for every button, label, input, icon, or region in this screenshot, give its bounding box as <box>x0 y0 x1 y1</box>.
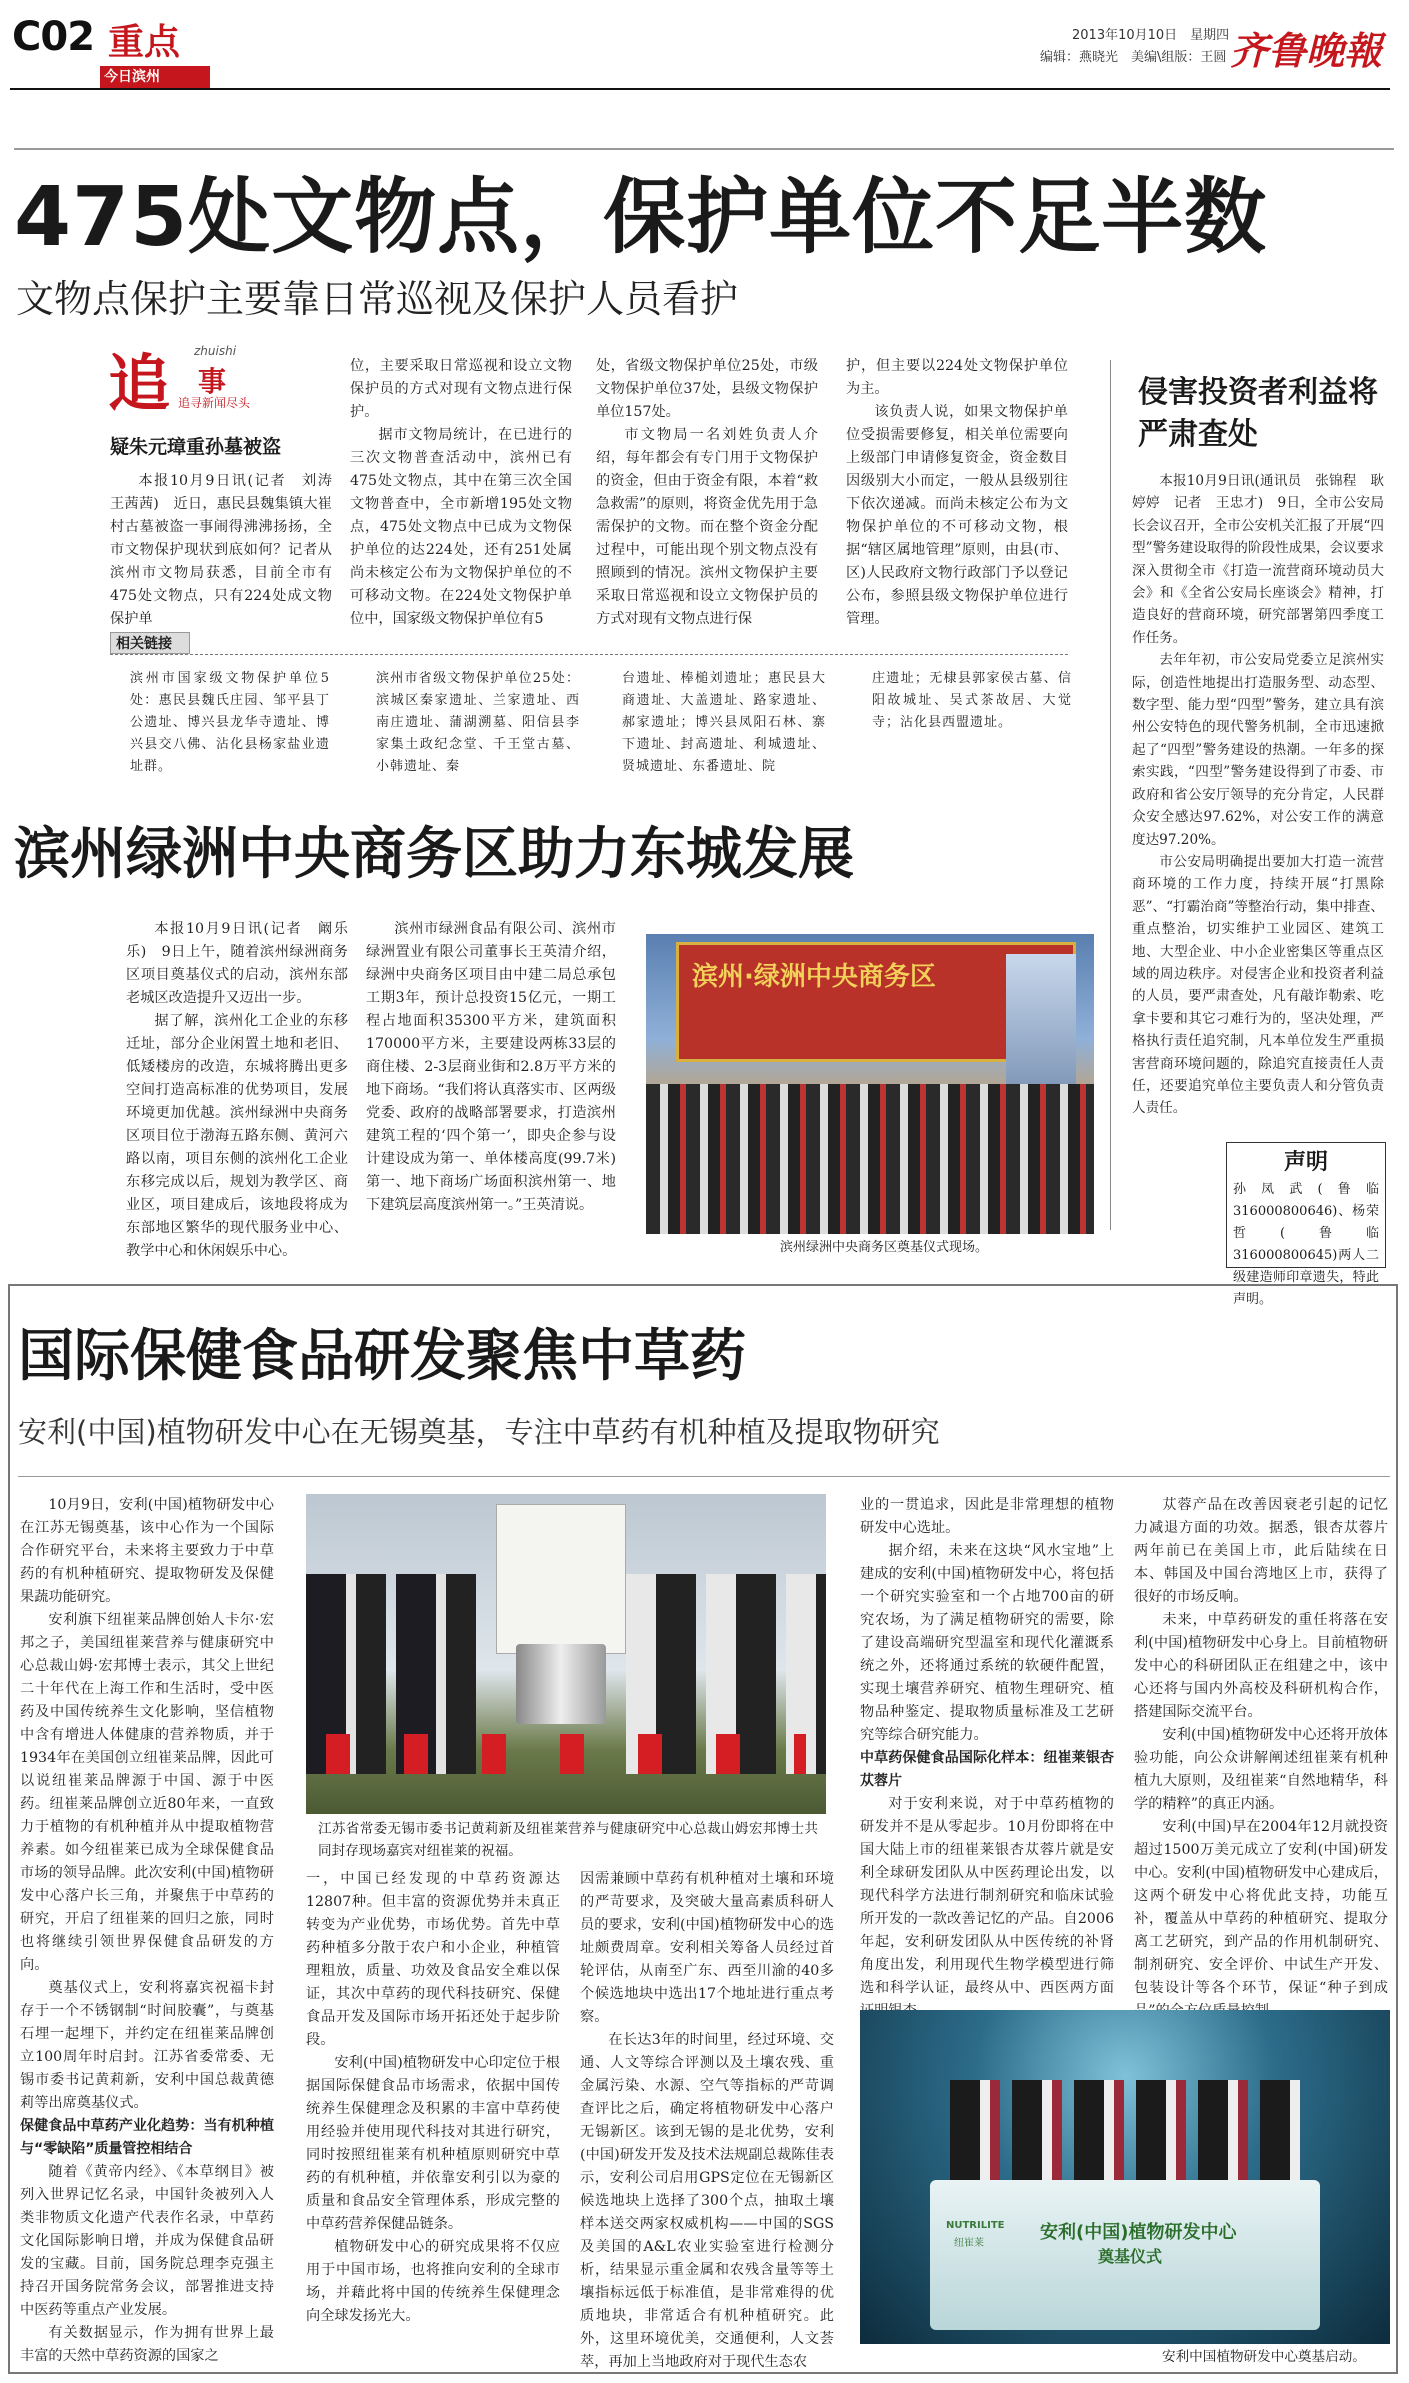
section-subhead: 中草药保健食品国际化样本：纽崔莱银杏苁蓉片 <box>860 1750 1114 1789</box>
notice-body: 孙凤武(鲁临316000800646)、杨荣哲(鲁临316000800645)两人二级建造师印章遗失，特此声明。 <box>1233 1182 1379 1307</box>
time-capsule-cylinder <box>516 1644 606 1724</box>
paragraph: 随着《黄帝内经》、《本草纲目》被列入世界记忆名录，中国针灸被列入人类非物质文化遗产代表作名录，中草药文化国际影响日增，并成为保健食品研发的宝藏。目前，国务院总理李克强主持召开国务院常务会议，部署推进支持中医药等重点产业发展。 <box>20 2164 274 2318</box>
zhuishi-logo-tag: 追寻新闻尽头 <box>178 396 251 410</box>
article1-col1: 本报10月9日讯(记者 刘涛 王茜茜) 近日，惠民县魏集镇大崔村古墓被盗一事闹得沸沸扬扬，全市文物保护现状到底如何？记者从滨州市文物局获悉，目前全市有475处文物点，只有224处成文物保护单 <box>110 473 347 627</box>
launch-photo-caption: 安利中国植物研发中心奠基启动。 <box>1162 2349 1366 2365</box>
paragraph: 据市文物局统计，在已进行的三次文物普查活动中，滨州已有475处文物点，其中在第三次全国文物普查中，全市新增195处文物点，475处文物点中已成为文物保护单位的达224处，还有251处属尚未核定公布为文物保护单位的不可移动文物。在224处文物保护单位中，国家级文物保护单位有5 <box>350 427 572 627</box>
zhuishi-logo-small: zhuishi <box>194 344 237 358</box>
paragraph: 苁蓉产品在改善因衰老引起的记忆力减退方面的功效。据悉，银杏苁蓉片两年前已在美国上市，此后陆续在日本、韩国及中国台湾地区上市，获得了很好的市场反响。 <box>1134 1497 1388 1605</box>
paragraph: 业的一贯追求，因此是非常理想的植物研发中心选址。 <box>860 1497 1114 1536</box>
time-capsule-board <box>496 1504 626 1654</box>
article4-col3 <box>580 1868 834 2368</box>
paragraph: 对于安利来说，对于中草药植物的研发并不是从零起步。10月份即将在中国大陆上市的纽崔莱银杏苁蓉片就是安利全球研发团队从中医药理论出发，以现代科学方法进行制剂研究和临床试验所开发的一款改善记忆的产品。自2006年起，安利研发团队从中医传统的补肾角度出发，利用现代生物学模型进行筛选和科学认证，最终从中、西医两方面 <box>860 1796 1114 1996</box>
related-link-col4: 庄遗址；无棣县郭家侯古墓、信阳故城址、吴式茶故居、大觉寺；沾化县西盟遗址。 <box>872 671 1072 730</box>
article4-col1 <box>20 1494 274 2366</box>
date-line: 2013年10月10日 星期四 <box>1072 28 1230 43</box>
paragraph: 该负责人说，如果文物保护单位受损需要修复，相关单位需要向上级部门申请修复资金，资金数目因级别大小而定，一般从县级别往下依次递减。而尚未核定公布为文物保护单位的不可移动文物，根据“辖区属地管理”原则，由县(市、区)人民政府文物行政部门予以登记公布，参照县级文物保护单位进行管理。 <box>846 404 1068 627</box>
right-column-rule <box>1110 360 1111 1230</box>
subsection-label: 今日滨州 <box>104 69 160 85</box>
paragraph: 因需兼顾中草药有机种植对土壤和环境的严苛要求，及突破大量高素质科研人员的要求，安利(中国)植物研发中心的选址颇费周章。安利相关筹备人员经过首轮评估，从南至广东、西至川渝的40多个候选地块中选出17个地址进行重点考察。 <box>580 1871 834 2025</box>
paragraph: 据介绍，未来在这块“风水宝地”上建成的安利(中国)植物研发中心，将包括一个研究实验室和一个占地700亩的研究农场，为了满足植物研究的需要，除了建设高端研究型温室和现代化灌溉系统之外，还将通过系统的软硬件配置，实现土壤营养研究、植物生理研究、植物品种鉴定、提取物质量标准及工艺研究等综合研究能力。 <box>860 1543 1114 1743</box>
related-link-col1: 滨州市国家级文物保护单位5处：惠民县魏氏庄园、邹平县丁公遗址、博兴县龙华寺遗址、博兴县交八佛、沾化县杨家盐业遗址群。 <box>130 671 330 774</box>
related-link-rule <box>110 654 1068 655</box>
article4-headline: 国际保健食品研发聚焦中草药 <box>18 1324 746 1389</box>
article4-col4 <box>860 1494 1114 2002</box>
section-subhead: 保健食品中草药产业化趋势：当有机种植与“零缺陷”质量管控相结合 <box>20 2118 274 2157</box>
editors-line: 编辑：燕晓光 美编\组版：王圆 <box>1040 50 1227 65</box>
cbd-building-render <box>1006 954 1076 1094</box>
time-capsule-caption: 江苏省常委无锡市委书记黄莉新及纽崔莱营养与健康研究中心总裁山姆宏邦博士共同封存现场嘉宾对纽崔莱的祝福。 <box>318 1821 818 1859</box>
cbd-crowd <box>646 1084 1094 1234</box>
related-link-col2: 滨州市省级文物保护单位25处：滨城区秦家遗址、兰家遗址、西南庄遗址、蒲湖溯墓、阳信县李家集土政纪念堂、千王堂古墓、小韩遗址、秦 <box>376 671 580 774</box>
launch-podium <box>930 2180 1320 2330</box>
paragraph: 植物研发中心的研究成果将不仅应用于中国市场，也将推向安利的全球市场，并藉此将中国的传统养生保健理念向全球发扬光大。 <box>306 2239 560 2324</box>
paragraph: 奠基仪式上，安利将嘉宾祝福卡封存于一个不锈钢制“时间胶囊”，与奠基石埋一起埋下，并约定在纽崔莱品牌创立100周年时启封。江苏省委常委、无锡市委书记黄莉新，安利中国总裁黄德莉等出席奠基仪式。 <box>20 1980 274 2111</box>
section-label: 重点 <box>108 22 181 63</box>
paragraph: 处，省级文物保护单位25处，市级文物保护单位37处，县级文物保护单位157处。 <box>596 358 818 420</box>
article4-sub-rule <box>18 1476 1390 1477</box>
cbd-ceremony-photo <box>646 934 1094 1234</box>
paragraph: 本报10月9日讯(记者 阚乐乐) 9日上午，随着滨州绿洲商务区项目奠基仪式的启动，滨州东部老城区改造提升又迈出一步。 <box>126 921 348 1006</box>
nutrilite-logo-cn: 纽崔莱 <box>954 2238 984 2249</box>
paragraph: 市公安局明确提出要加大打造一流营商环境的工作力度，持续开展“打黑除恶”、“打霸治商”等整治行动，集中排查、重点整治，切实维护工业园区、建筑工地、大型企业、中小企业密集区等重点区域的周边秩序。对侵害企业和投资者利益的人员，要严肃查处，凡有敲诈勒索、吃拿卡要和其它刁难行为的，坚决处理，严格执行责任追究制，凡本单位发生严重损害营商环境问题的，除追究直接责任人责任，还要追究单位主要负责人和分管负责人责任。 <box>1132 853 1384 1117</box>
article1-subheadline: 文物点保护主要靠日常巡视及保护人员看护 <box>16 277 739 321</box>
article2-headline <box>1138 372 1378 456</box>
zhuishi-logo-char2: 事 <box>198 365 227 398</box>
paragraph: 本报10月9日讯(通讯员 张锦程 耿婷婷 记者 王忠才) 9日，全市公安局长会议召开，全市公安机关汇报了开展“四型”警务建设取得的阶段性成果，会议要求深入贯彻全市《打造一流营商环境动员大会》和《全省公安局长座谈会》精神，打造良好的营商环境，研究部署第四季度工作任务。 <box>1132 473 1384 646</box>
launch-screen-sub: 奠基仪式 <box>1098 2247 1163 2266</box>
article4-subheadline: 安利(中国)植物研发中心在无锡奠基，专注中草药有机种植及提取物研究 <box>18 1415 940 1449</box>
cbd-banner-text: 滨州·绿洲中央商务区 <box>692 962 936 992</box>
paragraph: 安利(中国)早在2004年12月就投资超过1500万美元成立了安利(中国)研发中心。安利(中国)植物研发中心建成后，这两个研发中心将优此支持，功能互补，覆盖从中草药的种植研究、提取分离工艺研究，到产品的作用机制研究、制剂研究、安全评价、中试生产开发、包装设计等各个环节，保证“种子到成 <box>1134 1819 1388 1996</box>
paragraph: 位，主要采取日常巡视和设立文物保护员的方式对现有文物点进行保护。 <box>350 358 572 420</box>
article2-headline-text: 侵害投资者利益将严肃查处 <box>1138 375 1378 452</box>
page-code: C02 <box>12 14 95 60</box>
paragraph: 据了解，滨州化工企业的东移迁址，部分企业闲置土地和老旧、低矮楼房的改造，东城将腾出更多空间打造高标准的优势项目，发展环境更加优越。滨州绿洲中央商务区项目位于渤海五路东侧、黄河六路以南，项目东侧的滨州化工企业东移完成以后，规划为教学区、商业区，项目建成后，该地段将成为东部地区繁华的现代服务业中心、教学中心和休闲娱乐中心。 <box>126 1013 348 1259</box>
masthead-rule <box>10 88 1390 90</box>
cbd-photo-caption: 滨州绿洲中央商务区奠基仪式现场。 <box>780 1240 989 1255</box>
notice-box <box>1226 1142 1386 1307</box>
launch-screen-title: 安利(中国)植物研发中心 <box>1040 2222 1237 2243</box>
paragraph: 去年年初，市公安局党委立足滨州实际，创造性地提出打造服务型、动态型、数字型、能力型“四型”警务，建立具有滨州公安特色的现代警务机制，全市迅速掀起了“四型”警务建设的热潮。一年多的探索实践，“四型”警务建设得到了市委、市政府和省公安厅领导的充分肯定，人民群众安全感达97.62%，对公安工作的满意度达97.20%。 <box>1132 652 1384 848</box>
notice-title: 声明 <box>1283 1150 1328 1175</box>
launch-ceremony-photo <box>860 2010 1390 2344</box>
paper-logo: 齐鲁晚報 <box>1230 28 1383 73</box>
article3-col2: 滨州市绿洲食品有限公司、滨州市绿洲置业有限公司董事长王英清介绍，绿洲中央商务区项目由中建二局总承包工期3年，预计总投资15亿元，一期工程占地面积35300平方米，建筑面积170000平方米，主要建设两栋33层的商住楼、2-3层商业街和2.8万平方米的地下商场。“我们将认真落实市、区两级党委、政府的战略部署要求，打造滨州建筑工程的‘四个第一’，即央企参与设计建设成为第一、单体楼高度(99.7米)第一、地下商场广场面积滨州第一、地下建筑层高度滨州第一。”王英清说。 <box>366 921 616 1213</box>
paragraph: 未来，中草药研发的重任将落在安利(中国)植物研发中心身上。目前植物研发中心的科研团队正在组建之中，该中心还将与国内外高校及科研机构合作，搭建国际交流平台。 <box>1134 1612 1388 1720</box>
related-link-col3: 台遗址、棒槌刘遗址；惠民县大商遗址、大盖遗址、路家遗址、郝家遗址；博兴县凤阳石林、寨下遗址、封高遗址、利城遗址、贤城遗址、东番遗址、院 <box>622 671 826 774</box>
red-ribbon-shovels <box>326 1734 806 1774</box>
paragraph: 安利(中国)植物研发中心还将开放体验功能，向公众讲解阐述纽崔莱有机种植九大原则，及纽崔莱“自然地精华，科学的精粹”的真正内涵。 <box>1134 1727 1388 1812</box>
zhuishi-logo <box>100 338 330 420</box>
paragraph: 市文物局一名刘姓负责人介绍，每年都会有专门用于文物保护的资金，但由于资金有限，本着“救急救需”的原则，将资金优先用于急需保护的文物。而在整个资金分配过程中，可能出现个别文物点没有照顾到的情况。滨州文物保护主要采取日常巡视和设立文物保护员的方式对现有文物点进行保 <box>596 427 818 627</box>
nutrilite-logo: NUTRILITE <box>946 2220 1005 2231</box>
paragraph: 一，中国已经发现的中草药资源达12807种。但丰富的资源优势并未真正转变为产业优势，市场优势。首先中草药种植多分散于农户和小企业，种植管理粗放，质量、功效及食品安全难以保证，其次中草药的现代科技研究、保健食品开发及国际市场开拓还处于起步阶段。 <box>306 1871 560 2048</box>
paragraph: 护，但主要以224处文物保护单位为主。 <box>846 358 1068 397</box>
time-capsule-photo <box>306 1494 826 1814</box>
article1-col2 <box>350 355 572 627</box>
paragraph: 10月9日，安利(中国)植物研发中心在江苏无锡奠基，该中心作为一个国际合作研究平台，未来将主要致力于中草药的有机种植研究、提取物研发及保健果蔬功能研究。 <box>20 1497 274 1605</box>
article3-headline: 滨州绿洲中央商务区助力东城发展 <box>14 822 854 887</box>
article3-col1 <box>126 918 348 1259</box>
paragraph: 安利(中国)植物研发中心印定位于根据国际保健食品市场需求，依据中国传统养生保健理念及积累的丰富中草药使用经验并使用现代科技对其进行研究，同时按照纽崔莱有机种植原则研究中草药的有机种植，并依靠安利引以为豪的质量和食品安全管理体系，形成完整的中草药营养保健品链条。 <box>306 2055 560 2232</box>
related-link-title: 相关链接 <box>116 636 172 652</box>
article1-col4 <box>846 355 1068 627</box>
paragraph: 在长达3年的时间里，经过环境、交通、人文等综合评测以及土壤农残、重金属污染、水源、空气等指标的严苛调查评比之后，确定将植物研发中心落户无锡新区。该到无锡的是北优势，安利(中国)研发开发及技术法规副总裁陈佳表示，安利公司启用GPS定位在无锡新区候选地块上选择了300个点，抽取土壤样本送交两家权威机构——中国的SGS及美国的A&L农业实验室进行检测分析，结果显示重金属和农残含量等等土壤指标远低于标准值，是非常难得的优质地块，非常适合有机种植研究。此外，这里环境优美，交通便利，人文荟萃，再加上当地政府对于现代生态农 <box>580 2032 834 2370</box>
zhuishi-logo-char: 追 <box>108 347 171 420</box>
article4-col5 <box>1134 1494 1388 2002</box>
paragraph: 安利旗下纽崔莱品牌创始人卡尔·宏邦之子，美国纽崔莱营养与健康研究中心总裁山姆·宏邦博士表示，其父上世纪二十年代在上海工作和生活时，受中医药及中国传统养生文化影响，坚信植物中含有增进人体健康的营养物质，并于1934年在美国创立纽崔莱品牌，因此可以说纽崔莱品牌源于中国、源于中医药。纽崔莱品牌创立近80年来，一直致力于植物的有机种植并从中提取植物营养素。如今纽崔莱已成为全球保健食品市场的领导品牌。此次安利(中国)植物研发中心落户长三角，并聚焦于中草药的研究，开启了纽崔莱的回归之旅，同时也将继续引领世界保健食品研发的方向。 <box>20 1612 274 1973</box>
top-divider <box>14 148 1394 150</box>
article1-col3 <box>596 355 818 627</box>
article4-col2 <box>306 1868 560 2368</box>
article2-body <box>1132 470 1384 1140</box>
sidebar-title: 疑朱元璋重孙墓被盗 <box>110 436 282 458</box>
launch-crowd <box>950 2080 1300 2180</box>
article1-headline: 475处文物点，保护单位不足半数 <box>14 170 1268 265</box>
paragraph: 有关数据显示，作为拥有世界上最丰富的天然中草药资源的国家之 <box>20 2325 274 2364</box>
